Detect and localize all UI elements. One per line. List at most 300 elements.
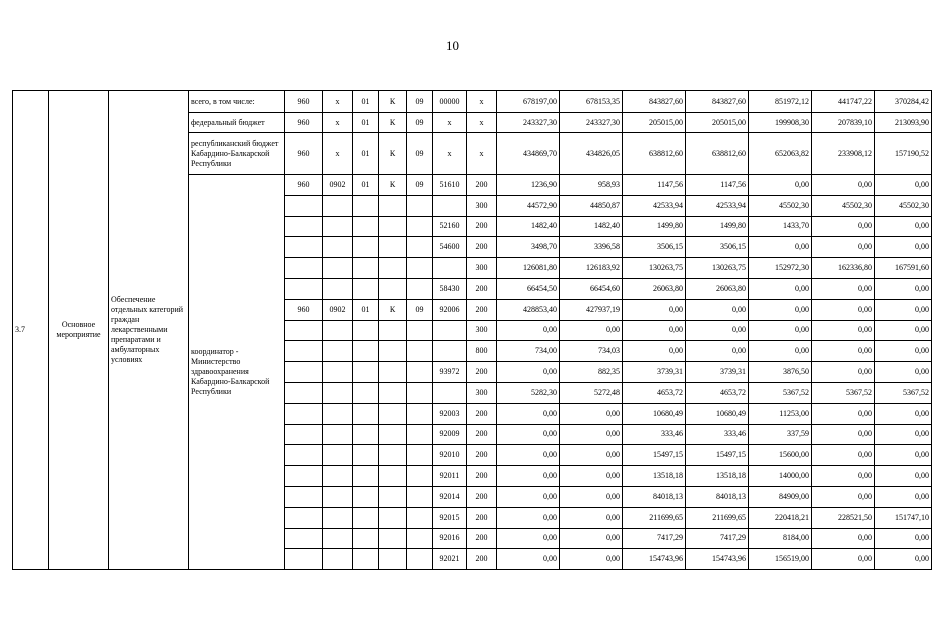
amount-cell: 42533,94: [686, 195, 749, 216]
direction-code: 92009: [433, 424, 467, 445]
amount-cell: 0,00: [875, 320, 932, 341]
amount-cell: 13518,18: [623, 466, 686, 487]
empty-code-cell: [353, 403, 379, 424]
empty-code-cell: [379, 278, 407, 299]
empty-code-cell: [353, 258, 379, 279]
amount-cell: 0,00: [560, 424, 623, 445]
amount-cell: 0,00: [497, 528, 560, 549]
empty-code-cell: [379, 549, 407, 570]
direction-code: 92006: [433, 299, 467, 320]
amount-cell: 0,00: [812, 278, 875, 299]
amount-cell: 0,00: [749, 341, 812, 362]
empty-code-cell: [323, 237, 353, 258]
amount-cell: 157190,52: [875, 133, 932, 175]
empty-code-cell: [353, 195, 379, 216]
amount-cell: 0,00: [875, 424, 932, 445]
amount-cell: 428853,40: [497, 299, 560, 320]
amount-cell: 0,00: [812, 175, 875, 196]
budget-table-body: [13, 91, 932, 570]
funding-source-label: всего, в том числе:: [189, 91, 285, 113]
amount-cell: 0,00: [875, 175, 932, 196]
amount-cell: 638812,60: [686, 133, 749, 175]
amount-cell: 0,00: [497, 486, 560, 507]
amount-cell: 220418,21: [749, 507, 812, 528]
direction-code: 00000: [433, 91, 467, 113]
empty-code-cell: [323, 549, 353, 570]
empty-code-cell: [323, 486, 353, 507]
subprogram-code: К: [379, 175, 407, 196]
amount-cell: 26063,80: [623, 278, 686, 299]
funding-source-label: федеральный бюджет: [189, 113, 285, 133]
event-code: 09: [407, 113, 433, 133]
empty-code-cell: [285, 528, 323, 549]
amount-cell: 1482,40: [497, 216, 560, 237]
empty-code-cell: [285, 549, 323, 570]
grbs-code: 960: [285, 299, 323, 320]
amount-cell: 0,00: [812, 237, 875, 258]
amount-cell: 44572,90: [497, 195, 560, 216]
amount-cell: 0,00: [875, 486, 932, 507]
section-name: Обеспечение отдельных категорий граждан лекарственными препаратами и амбулаторных условиях: [109, 91, 189, 570]
direction-code: 92003: [433, 403, 467, 424]
direction-code: 92014: [433, 486, 467, 507]
amount-cell: 11253,00: [749, 403, 812, 424]
amount-cell: 5282,30: [497, 382, 560, 403]
empty-code-cell: [353, 237, 379, 258]
amount-cell: 370284,42: [875, 91, 932, 113]
amount-cell: 843827,60: [686, 91, 749, 113]
amount-cell: 0,00: [875, 549, 932, 570]
empty-code-cell: [285, 486, 323, 507]
empty-code-cell: [285, 320, 323, 341]
amount-cell: 3506,15: [686, 237, 749, 258]
amount-cell: 0,00: [812, 403, 875, 424]
amount-cell: 243327,30: [560, 113, 623, 133]
amount-cell: 44850,87: [560, 195, 623, 216]
empty-code-cell: [379, 258, 407, 279]
amount-cell: 5367,52: [875, 382, 932, 403]
program-code: 01: [353, 113, 379, 133]
amount-cell: 84909,00: [749, 486, 812, 507]
direction-code: [433, 258, 467, 279]
empty-code-cell: [285, 507, 323, 528]
amount-cell: 167591,60: [875, 258, 932, 279]
empty-code-cell: [379, 445, 407, 466]
amount-cell: 1147,56: [623, 175, 686, 196]
amount-cell: 0,00: [875, 466, 932, 487]
direction-code: 92015: [433, 507, 467, 528]
amount-cell: 0,00: [749, 320, 812, 341]
amount-cell: 0,00: [560, 466, 623, 487]
program-code: 01: [353, 133, 379, 175]
expense-type-code: 200: [467, 216, 497, 237]
amount-cell: 228521,50: [812, 507, 875, 528]
amount-cell: 207839,10: [812, 113, 875, 133]
empty-code-cell: [353, 278, 379, 299]
empty-code-cell: [407, 445, 433, 466]
amount-cell: 843827,60: [623, 91, 686, 113]
amount-cell: 162336,80: [812, 258, 875, 279]
empty-code-cell: [407, 549, 433, 570]
empty-code-cell: [379, 507, 407, 528]
empty-code-cell: [285, 341, 323, 362]
rz-code: x: [323, 133, 353, 175]
empty-code-cell: [353, 216, 379, 237]
section-status: Основное мероприятие: [49, 91, 109, 570]
rz-code: x: [323, 113, 353, 133]
empty-code-cell: [379, 486, 407, 507]
expense-type-code: 200: [467, 403, 497, 424]
amount-cell: 0,00: [749, 237, 812, 258]
amount-cell: 0,00: [686, 341, 749, 362]
expense-type-code: 200: [467, 299, 497, 320]
expense-type-code: 300: [467, 320, 497, 341]
amount-cell: 126081,80: [497, 258, 560, 279]
amount-cell: 434826,05: [560, 133, 623, 175]
page-number: 10: [446, 38, 459, 53]
program-code: 01: [353, 91, 379, 113]
amount-cell: 66454,60: [560, 278, 623, 299]
amount-cell: 0,00: [812, 528, 875, 549]
amount-cell: 5367,52: [812, 382, 875, 403]
amount-cell: 0,00: [560, 507, 623, 528]
amount-cell: 26063,80: [686, 278, 749, 299]
amount-cell: 734,00: [497, 341, 560, 362]
empty-code-cell: [353, 528, 379, 549]
amount-cell: 84018,13: [686, 486, 749, 507]
rz-code: 0902: [323, 299, 353, 320]
amount-cell: 0,00: [812, 362, 875, 383]
empty-code-cell: [379, 341, 407, 362]
amount-cell: 211699,65: [686, 507, 749, 528]
empty-code-cell: [379, 424, 407, 445]
direction-code: 92011: [433, 466, 467, 487]
direction-code: 93972: [433, 362, 467, 383]
empty-code-cell: [407, 466, 433, 487]
amount-cell: 0,00: [812, 466, 875, 487]
empty-code-cell: [353, 466, 379, 487]
empty-code-cell: [379, 382, 407, 403]
amount-cell: 0,00: [686, 320, 749, 341]
expense-type-code: 200: [467, 549, 497, 570]
amount-cell: 205015,00: [623, 113, 686, 133]
empty-code-cell: [353, 320, 379, 341]
empty-code-cell: [285, 216, 323, 237]
empty-code-cell: [407, 258, 433, 279]
amount-cell: 243327,30: [497, 113, 560, 133]
amount-cell: 851972,12: [749, 91, 812, 113]
empty-code-cell: [285, 466, 323, 487]
empty-code-cell: [379, 216, 407, 237]
amount-cell: 0,00: [497, 549, 560, 570]
amount-cell: 0,00: [812, 549, 875, 570]
amount-cell: 0,00: [560, 486, 623, 507]
grbs-code: 960: [285, 133, 323, 175]
amount-cell: 337,59: [749, 424, 812, 445]
amount-cell: 0,00: [560, 445, 623, 466]
empty-code-cell: [379, 237, 407, 258]
empty-code-cell: [379, 320, 407, 341]
funding-source-label: республиканский бюджет Кабардино-Балкарской Республики: [189, 133, 285, 175]
amount-cell: 427937,19: [560, 299, 623, 320]
amount-cell: 678197,00: [497, 91, 560, 113]
rz-code: 0902: [323, 175, 353, 196]
amount-cell: 0,00: [497, 320, 560, 341]
direction-code: 92016: [433, 528, 467, 549]
expense-type-code: 200: [467, 278, 497, 299]
amount-cell: 434869,70: [497, 133, 560, 175]
direction-code: [433, 195, 467, 216]
amount-cell: 0,00: [749, 278, 812, 299]
empty-code-cell: [323, 403, 353, 424]
empty-code-cell: [407, 216, 433, 237]
amount-cell: 15497,15: [623, 445, 686, 466]
expense-type-code: 200: [467, 445, 497, 466]
amount-cell: 1147,56: [686, 175, 749, 196]
empty-code-cell: [407, 486, 433, 507]
empty-code-cell: [353, 341, 379, 362]
empty-code-cell: [285, 195, 323, 216]
event-code: 09: [407, 299, 433, 320]
subprogram-code: К: [379, 133, 407, 175]
empty-code-cell: [407, 528, 433, 549]
amount-cell: 45502,30: [812, 195, 875, 216]
amount-cell: 126183,92: [560, 258, 623, 279]
expense-type-code: 300: [467, 258, 497, 279]
amount-cell: 14000,00: [749, 466, 812, 487]
amount-cell: 13518,18: [686, 466, 749, 487]
amount-cell: 10680,49: [686, 403, 749, 424]
event-code: 09: [407, 133, 433, 175]
amount-cell: 0,00: [812, 486, 875, 507]
amount-cell: 3739,31: [686, 362, 749, 383]
empty-code-cell: [407, 424, 433, 445]
subprogram-code: К: [379, 113, 407, 133]
amount-cell: 0,00: [812, 216, 875, 237]
expense-type-code: 200: [467, 424, 497, 445]
amount-cell: 1433,70: [749, 216, 812, 237]
empty-code-cell: [407, 403, 433, 424]
amount-cell: 333,46: [686, 424, 749, 445]
amount-cell: 7417,29: [623, 528, 686, 549]
empty-code-cell: [323, 382, 353, 403]
amount-cell: 333,46: [623, 424, 686, 445]
expense-type-code: x: [467, 133, 497, 175]
empty-code-cell: [285, 362, 323, 383]
grbs-code: 960: [285, 175, 323, 196]
empty-code-cell: [323, 278, 353, 299]
amount-cell: 130263,75: [686, 258, 749, 279]
grbs-code: 960: [285, 91, 323, 113]
program-code: 01: [353, 299, 379, 320]
amount-cell: 882,35: [560, 362, 623, 383]
amount-cell: 0,00: [560, 549, 623, 570]
amount-cell: 1499,80: [623, 216, 686, 237]
amount-cell: 0,00: [560, 528, 623, 549]
empty-code-cell: [407, 362, 433, 383]
amount-cell: 3396,58: [560, 237, 623, 258]
amount-cell: 15600,00: [749, 445, 812, 466]
empty-code-cell: [285, 237, 323, 258]
empty-code-cell: [285, 278, 323, 299]
direction-code: 92021: [433, 549, 467, 570]
amount-cell: 5367,52: [749, 382, 812, 403]
amount-cell: 0,00: [686, 299, 749, 320]
direction-code: [433, 320, 467, 341]
program-code: 01: [353, 175, 379, 196]
amount-cell: 66454,50: [497, 278, 560, 299]
direction-code: [433, 341, 467, 362]
amount-cell: 211699,65: [623, 507, 686, 528]
amount-cell: 8184,00: [749, 528, 812, 549]
empty-code-cell: [323, 195, 353, 216]
direction-code: 58430: [433, 278, 467, 299]
amount-cell: 638812,60: [623, 133, 686, 175]
amount-cell: 0,00: [875, 341, 932, 362]
empty-code-cell: [353, 382, 379, 403]
expense-type-code: 200: [467, 175, 497, 196]
empty-code-cell: [323, 528, 353, 549]
expense-type-code: 200: [467, 237, 497, 258]
amount-cell: 0,00: [497, 362, 560, 383]
amount-cell: 233908,12: [812, 133, 875, 175]
amount-cell: 0,00: [812, 424, 875, 445]
empty-code-cell: [407, 507, 433, 528]
amount-cell: 152972,30: [749, 258, 812, 279]
amount-cell: 10680,49: [623, 403, 686, 424]
amount-cell: 42533,94: [623, 195, 686, 216]
amount-cell: 0,00: [812, 445, 875, 466]
empty-code-cell: [323, 424, 353, 445]
amount-cell: 0,00: [497, 445, 560, 466]
expense-type-code: 300: [467, 382, 497, 403]
amount-cell: 7417,29: [686, 528, 749, 549]
amount-cell: 45502,30: [875, 195, 932, 216]
empty-code-cell: [323, 341, 353, 362]
empty-code-cell: [323, 466, 353, 487]
amount-cell: 4653,72: [686, 382, 749, 403]
rz-code: x: [323, 91, 353, 113]
amount-cell: 84018,13: [623, 486, 686, 507]
amount-cell: 130263,75: [623, 258, 686, 279]
amount-cell: 0,00: [875, 216, 932, 237]
amount-cell: 1236,90: [497, 175, 560, 196]
amount-cell: 0,00: [812, 299, 875, 320]
amount-cell: 0,00: [812, 341, 875, 362]
amount-cell: 0,00: [560, 320, 623, 341]
amount-cell: 652063,82: [749, 133, 812, 175]
amount-cell: 4653,72: [623, 382, 686, 403]
amount-cell: 0,00: [812, 320, 875, 341]
empty-code-cell: [353, 549, 379, 570]
empty-code-cell: [323, 507, 353, 528]
amount-cell: 154743,96: [686, 549, 749, 570]
empty-code-cell: [407, 278, 433, 299]
empty-code-cell: [379, 466, 407, 487]
amount-cell: 0,00: [623, 341, 686, 362]
amount-cell: 0,00: [875, 445, 932, 466]
amount-cell: 0,00: [875, 299, 932, 320]
amount-cell: 3739,31: [623, 362, 686, 383]
coordinator-label: координатор - Министерство здравоохранения Кабардино-Балкарской Республики: [189, 175, 285, 570]
empty-code-cell: [323, 258, 353, 279]
empty-code-cell: [407, 382, 433, 403]
empty-code-cell: [323, 320, 353, 341]
subprogram-code: К: [379, 91, 407, 113]
amount-cell: 678153,35: [560, 91, 623, 113]
empty-code-cell: [285, 403, 323, 424]
amount-cell: 0,00: [497, 507, 560, 528]
subprogram-code: К: [379, 299, 407, 320]
amount-cell: 156519,00: [749, 549, 812, 570]
amount-cell: 0,00: [623, 320, 686, 341]
amount-cell: 0,00: [749, 175, 812, 196]
amount-cell: 199908,30: [749, 113, 812, 133]
direction-code: 51610: [433, 175, 467, 196]
empty-code-cell: [353, 507, 379, 528]
expense-type-code: 200: [467, 362, 497, 383]
amount-cell: 1499,80: [686, 216, 749, 237]
amount-cell: 3506,15: [623, 237, 686, 258]
amount-cell: 0,00: [749, 299, 812, 320]
event-code: 09: [407, 91, 433, 113]
amount-cell: 0,00: [497, 466, 560, 487]
direction-code: x: [433, 113, 467, 133]
empty-code-cell: [353, 445, 379, 466]
empty-code-cell: [285, 424, 323, 445]
empty-code-cell: [379, 403, 407, 424]
empty-code-cell: [323, 216, 353, 237]
empty-code-cell: [285, 445, 323, 466]
amount-cell: 0,00: [875, 528, 932, 549]
amount-cell: 0,00: [497, 403, 560, 424]
grbs-code: 960: [285, 113, 323, 133]
table-row: [13, 91, 932, 113]
expense-type-code: 200: [467, 528, 497, 549]
section-number: 3.7: [13, 91, 49, 570]
amount-cell: 154743,96: [623, 549, 686, 570]
empty-code-cell: [379, 528, 407, 549]
amount-cell: 0,00: [875, 403, 932, 424]
empty-code-cell: [285, 382, 323, 403]
amount-cell: 151747,10: [875, 507, 932, 528]
direction-code: [433, 382, 467, 403]
amount-cell: 45502,30: [749, 195, 812, 216]
empty-code-cell: [323, 445, 353, 466]
budget-table: [12, 90, 932, 570]
amount-cell: 205015,00: [686, 113, 749, 133]
amount-cell: 0,00: [875, 278, 932, 299]
amount-cell: 5272,48: [560, 382, 623, 403]
expense-type-code: x: [467, 91, 497, 113]
amount-cell: 958,93: [560, 175, 623, 196]
amount-cell: 3876,50: [749, 362, 812, 383]
expense-type-code: 300: [467, 195, 497, 216]
direction-code: x: [433, 133, 467, 175]
amount-cell: 15497,15: [686, 445, 749, 466]
amount-cell: 3498,70: [497, 237, 560, 258]
empty-code-cell: [407, 237, 433, 258]
expense-type-code: x: [467, 113, 497, 133]
direction-code: 52160: [433, 216, 467, 237]
direction-code: 92010: [433, 445, 467, 466]
empty-code-cell: [353, 362, 379, 383]
amount-cell: 0,00: [875, 362, 932, 383]
empty-code-cell: [353, 486, 379, 507]
amount-cell: 0,00: [497, 424, 560, 445]
empty-code-cell: [407, 320, 433, 341]
expense-type-code: 200: [467, 507, 497, 528]
